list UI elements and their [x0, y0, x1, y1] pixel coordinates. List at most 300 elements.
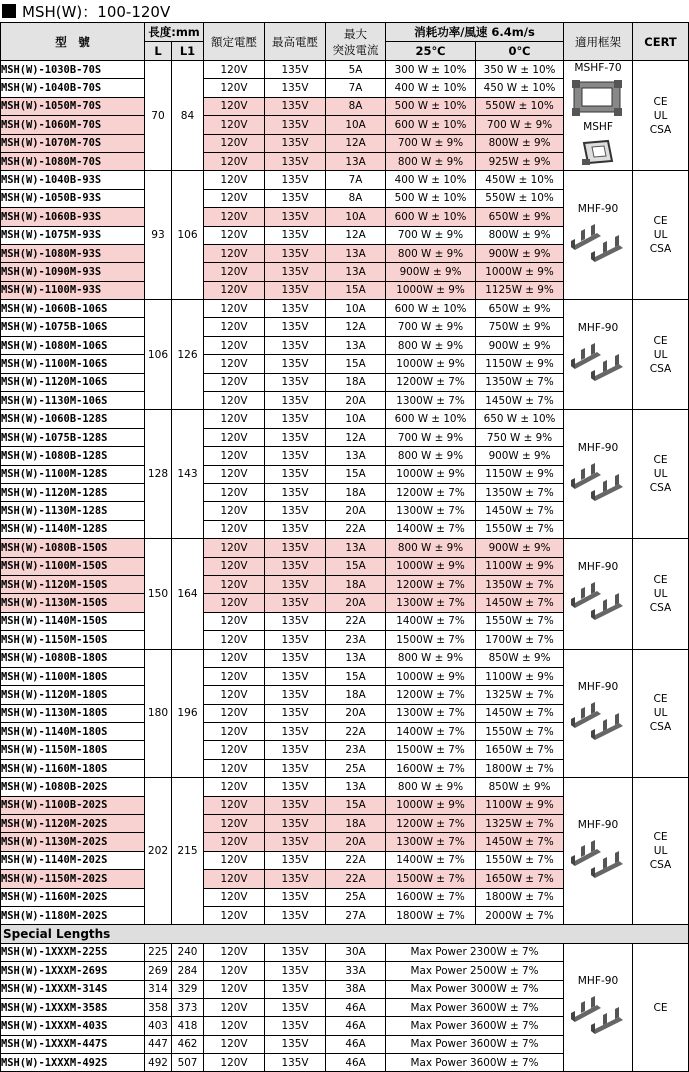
rated-voltage-cell: 120V: [204, 851, 265, 869]
cert-cell: [633, 171, 689, 300]
max-surge-cell: 13A: [326, 336, 386, 354]
rated-voltage-cell: 120V: [204, 61, 265, 79]
power-0c-cell: 900W ± 9%: [476, 244, 564, 262]
cert-label: CE: [653, 454, 668, 467]
power-0c-cell: 1325W ± 7%: [476, 815, 564, 833]
table-row: [1, 300, 689, 318]
power-25c-cell: 700 W ± 9%: [386, 428, 476, 446]
rated-voltage-cell: 120V: [204, 870, 265, 888]
max-surge-cell: 33A: [326, 962, 386, 980]
power-25c-cell: 1200W ± 7%: [386, 575, 476, 593]
frame-label: MHF-90: [577, 322, 619, 335]
power-25c-cell: 700 W ± 9%: [386, 318, 476, 336]
frame-label: MHF-90: [577, 680, 619, 693]
rated-voltage-cell: 120V: [204, 134, 265, 152]
max-surge-cell: 20A: [326, 502, 386, 520]
power-25c-cell: 1400W ± 7%: [386, 723, 476, 741]
rated-voltage-cell: 120V: [204, 686, 265, 704]
max-surge-cell: 10A: [326, 116, 386, 134]
power-25c-cell: 400 W ± 10%: [386, 79, 476, 97]
length-L1-cell: 143: [172, 410, 204, 539]
power-0c-cell: 850W ± 9%: [476, 778, 564, 796]
max-voltage-cell: 135V: [265, 79, 326, 97]
max-surge-cell: 13A: [326, 244, 386, 262]
power-25c-cell: 600 W ± 10%: [386, 116, 476, 134]
power-25c-cell: 400 W ± 10%: [386, 171, 476, 189]
max-voltage-cell: 135V: [265, 152, 326, 170]
max-voltage-cell: 135V: [265, 483, 326, 501]
max-voltage-cell: 135V: [265, 888, 326, 906]
cert-label: CE: [653, 95, 668, 108]
length-L-cell: 93: [145, 171, 172, 300]
rated-voltage-cell: 120V: [204, 833, 265, 851]
max-voltage-cell: 135V: [265, 539, 326, 557]
model-cell: MSH(W)-1080B-128S: [1, 447, 145, 465]
max-surge-cell: 18A: [326, 686, 386, 704]
table-row: [1, 649, 689, 667]
model-cell: MSH(W)-1060M-70S: [1, 116, 145, 134]
rated-voltage-cell: 120V: [204, 667, 265, 685]
model-cell: MSH(W)-1075M-93S: [1, 226, 145, 244]
length-L-cell: 314: [145, 980, 172, 998]
rated-voltage-cell: 120V: [204, 998, 265, 1016]
power-0c-cell: 550W ± 10%: [476, 189, 564, 207]
max-surge-cell: 15A: [326, 281, 386, 299]
model-cell: MSH(W)-1080B-150S: [1, 539, 145, 557]
power-25c-cell: 800 W ± 9%: [386, 447, 476, 465]
rated-voltage-cell: 120V: [204, 557, 265, 575]
power-25c-cell: 800 W ± 9%: [386, 539, 476, 557]
power-25c-cell: 1000W ± 9%: [386, 355, 476, 373]
cert-label: UL: [653, 468, 668, 481]
rated-voltage-cell: 120V: [204, 704, 265, 722]
power-25c-cell: 600 W ± 10%: [386, 410, 476, 428]
power-0c-cell: 1450W ± 7%: [476, 502, 564, 520]
rated-voltage-cell: 120V: [204, 502, 265, 520]
length-L1-cell: 329: [172, 980, 204, 998]
length-L-cell: 358: [145, 998, 172, 1016]
max-power-cell: Max Power 2300W ± 7%: [386, 943, 564, 961]
max-surge-cell: 13A: [326, 152, 386, 170]
max-power-cell: Max Power 3000W ± 7%: [386, 980, 564, 998]
power-0c-cell: 1550W ± 7%: [476, 612, 564, 630]
rated-voltage-cell: 120V: [204, 741, 265, 759]
max-surge-cell: 15A: [326, 557, 386, 575]
rated-voltage-cell: 120V: [204, 116, 265, 134]
max-voltage-cell: 135V: [265, 649, 326, 667]
power-0c-cell: 650W ± 9%: [476, 208, 564, 226]
max-voltage-cell: 135V: [265, 465, 326, 483]
power-25c-cell: 1600W ± 7%: [386, 759, 476, 777]
rated-voltage-cell: 120V: [204, 355, 265, 373]
power-0c-cell: 1350W ± 7%: [476, 483, 564, 501]
power-0c-cell: 650W ± 9%: [476, 300, 564, 318]
cert-cell: [633, 539, 689, 649]
rated-voltage-cell: 120V: [204, 906, 265, 924]
model-cell: MSH(W)-1040B-70S: [1, 79, 145, 97]
length-L-cell: 70: [145, 61, 172, 171]
cert-cell: [633, 300, 689, 410]
model-cell: MSH(W)-1150M-202S: [1, 870, 145, 888]
max-voltage-cell: 135V: [265, 318, 326, 336]
max-surge-cell: 13A: [326, 263, 386, 281]
table-row: [1, 943, 689, 961]
rated-voltage-cell: 120V: [204, 539, 265, 557]
rated-voltage-cell: 120V: [204, 483, 265, 501]
model-cell: MSH(W)-1140M-202S: [1, 851, 145, 869]
max-surge-cell: 20A: [326, 594, 386, 612]
table-row: [1, 539, 689, 557]
power-25c-cell: 1200W ± 7%: [386, 373, 476, 391]
rated-voltage-cell: 120V: [204, 226, 265, 244]
rated-voltage-cell: 120V: [204, 428, 265, 446]
cert-cell: [633, 61, 689, 171]
length-L-cell: 447: [145, 1035, 172, 1053]
rated-voltage-cell: 120V: [204, 1054, 265, 1072]
max-surge-cell: 30A: [326, 943, 386, 961]
rated-voltage-cell: 120V: [204, 410, 265, 428]
frame-label: MHF-90: [577, 202, 619, 215]
rated-voltage-cell: 120V: [204, 943, 265, 961]
model-cell: MSH(W)-1130M-128S: [1, 502, 145, 520]
rated-voltage-cell: 120V: [204, 631, 265, 649]
cert-cell: [633, 649, 689, 778]
model-cell: MSH(W)-1120M-128S: [1, 483, 145, 501]
max-surge-cell: 12A: [326, 134, 386, 152]
model-cell: MSH(W)-1100B-202S: [1, 796, 145, 814]
power-25c-cell: 1600W ± 7%: [386, 888, 476, 906]
length-L1-cell: 240: [172, 943, 204, 961]
model-cell: MSH(W)-1070M-70S: [1, 134, 145, 152]
power-25c-cell: 1300W ± 7%: [386, 833, 476, 851]
power-25c-cell: 1000W ± 9%: [386, 796, 476, 814]
power-0c-cell: 1450W ± 7%: [476, 704, 564, 722]
power-0c-cell: 925W ± 9%: [476, 152, 564, 170]
power-25c-cell: 1800W ± 7%: [386, 906, 476, 924]
max-surge-cell: 8A: [326, 189, 386, 207]
header-length: 長度:mm: [145, 23, 204, 42]
rated-voltage-cell: 120V: [204, 980, 265, 998]
power-25c-cell: 900W ± 9%: [386, 263, 476, 281]
header-0c: 0℃: [476, 42, 564, 61]
power-0c-cell: 1350W ± 7%: [476, 575, 564, 593]
power-25c-cell: 800 W ± 9%: [386, 336, 476, 354]
power-25c-cell: 800 W ± 9%: [386, 649, 476, 667]
model-cell: MSH(W)-1XXXM-225S: [1, 943, 145, 961]
max-surge-cell: 46A: [326, 1035, 386, 1053]
max-power-cell: Max Power 3600W ± 7%: [386, 998, 564, 1016]
length-L1-cell: 106: [172, 171, 204, 300]
header-L: L: [145, 42, 172, 61]
power-25c-cell: 800 W ± 9%: [386, 244, 476, 262]
max-power-cell: Max Power 2500W ± 7%: [386, 962, 564, 980]
max-voltage-cell: 135V: [265, 962, 326, 980]
max-surge-cell: 13A: [326, 778, 386, 796]
cert-label: CE: [653, 215, 668, 228]
max-surge-cell: 22A: [326, 851, 386, 869]
length-L1-cell: 284: [172, 962, 204, 980]
heatsink-bracket-icon: [564, 219, 632, 268]
max-surge-cell: 8A: [326, 97, 386, 115]
power-0c-cell: 900W ± 9%: [476, 539, 564, 557]
power-0c-cell: 1650W ± 7%: [476, 741, 564, 759]
power-25c-cell: 1300W ± 7%: [386, 594, 476, 612]
power-0c-cell: 450W ± 10%: [476, 171, 564, 189]
power-0c-cell: 1000W ± 9%: [476, 263, 564, 281]
table-row: [1, 61, 689, 79]
model-cell: MSH(W)-1080M-93S: [1, 244, 145, 262]
power-25c-cell: 1400W ± 7%: [386, 851, 476, 869]
power-25c-cell: 500 W ± 10%: [386, 189, 476, 207]
model-cell: MSH(W)-1100M-93S: [1, 281, 145, 299]
rated-voltage-cell: 120V: [204, 208, 265, 226]
max-voltage-cell: 135V: [265, 1035, 326, 1053]
max-voltage-cell: 135V: [265, 447, 326, 465]
max-surge-cell: 18A: [326, 373, 386, 391]
length-L1-cell: 507: [172, 1054, 204, 1072]
max-surge-cell: 10A: [326, 300, 386, 318]
rated-voltage-cell: 120V: [204, 373, 265, 391]
power-0c-cell: 1100W ± 9%: [476, 667, 564, 685]
cert-label: CSA: [649, 123, 672, 136]
power-25c-cell: 1000W ± 9%: [386, 281, 476, 299]
model-cell: MSH(W)-1XXXM-447S: [1, 1035, 145, 1053]
max-voltage-cell: 135V: [265, 557, 326, 575]
max-surge-cell: 12A: [326, 318, 386, 336]
max-voltage-cell: 135V: [265, 244, 326, 262]
length-L1-cell: 215: [172, 778, 204, 925]
frame-cell: [564, 649, 633, 778]
model-cell: MSH(W)-1XXXM-492S: [1, 1054, 145, 1072]
max-voltage-cell: 135V: [265, 704, 326, 722]
rated-voltage-cell: 120V: [204, 575, 265, 593]
rated-voltage-cell: 120V: [204, 189, 265, 207]
power-25c-cell: 1300W ± 7%: [386, 704, 476, 722]
model-cell: MSH(W)-1030B-70S: [1, 61, 145, 79]
length-L1-cell: 462: [172, 1035, 204, 1053]
max-voltage-cell: 135V: [265, 667, 326, 685]
max-surge-cell: 13A: [326, 447, 386, 465]
header-max-surge-line1: 最大: [344, 26, 368, 41]
model-cell: MSH(W)-1130M-150S: [1, 594, 145, 612]
cert-cell: [633, 778, 689, 925]
max-voltage-cell: 135V: [265, 134, 326, 152]
rated-voltage-cell: 120V: [204, 336, 265, 354]
power-0c-cell: 1100W ± 9%: [476, 557, 564, 575]
model-cell: MSH(W)-1140M-150S: [1, 612, 145, 630]
length-L-cell: 225: [145, 943, 172, 961]
cert-label: UL: [653, 587, 668, 600]
max-voltage-cell: 135V: [265, 906, 326, 924]
model-cell: MSH(W)-1040B-93S: [1, 171, 145, 189]
header-max-surge-line2: 突波電流: [332, 42, 379, 57]
length-L-cell: 150: [145, 539, 172, 649]
model-cell: MSH(W)-1080B-202S: [1, 778, 145, 796]
max-voltage-cell: 135V: [265, 815, 326, 833]
rated-voltage-cell: 120V: [204, 888, 265, 906]
max-surge-cell: 15A: [326, 796, 386, 814]
max-voltage-cell: 135V: [265, 998, 326, 1016]
max-surge-cell: 22A: [326, 723, 386, 741]
heatsink-bracket-icon: [564, 697, 632, 746]
length-L1-cell: 418: [172, 1017, 204, 1035]
model-cell: MSH(W)-1XXXM-314S: [1, 980, 145, 998]
max-voltage-cell: 135V: [265, 594, 326, 612]
max-surge-cell: 23A: [326, 741, 386, 759]
max-power-cell: Max Power 3600W ± 7%: [386, 1035, 564, 1053]
power-0c-cell: 1150W ± 9%: [476, 465, 564, 483]
header-model: 型 號: [1, 23, 145, 61]
header-frame: 適用框架: [564, 23, 633, 61]
max-surge-cell: 15A: [326, 667, 386, 685]
max-surge-cell: 20A: [326, 704, 386, 722]
power-25c-cell: 1000W ± 9%: [386, 465, 476, 483]
frame-label: MHF-90: [577, 975, 619, 988]
rated-voltage-cell: 120V: [204, 171, 265, 189]
cert-label: CE: [653, 1001, 668, 1014]
header-L1: L1: [172, 42, 204, 61]
length-L-cell: 202: [145, 778, 172, 925]
cert-label: CE: [653, 831, 668, 844]
max-voltage-cell: 135V: [265, 851, 326, 869]
header-max-voltage: 最高電壓: [265, 23, 326, 61]
frame-label: MHF-90: [577, 818, 619, 831]
cert-cell: [633, 943, 689, 1072]
model-cell: MSH(W)-1060B-128S: [1, 410, 145, 428]
max-voltage-cell: 135V: [265, 631, 326, 649]
power-25c-cell: 1000W ± 9%: [386, 557, 476, 575]
power-25c-cell: 1200W ± 7%: [386, 686, 476, 704]
power-0c-cell: 1450W ± 7%: [476, 594, 564, 612]
rated-voltage-cell: 120V: [204, 520, 265, 538]
rated-voltage-cell: 120V: [204, 815, 265, 833]
length-L1-cell: 126: [172, 300, 204, 410]
power-25c-cell: 300 W ± 10%: [386, 61, 476, 79]
power-0c-cell: 1325W ± 7%: [476, 686, 564, 704]
power-0c-cell: 550W ± 10%: [476, 97, 564, 115]
spec-table: [0, 22, 689, 1072]
rated-voltage-cell: 120V: [204, 152, 265, 170]
max-surge-cell: 10A: [326, 410, 386, 428]
rated-voltage-cell: 120V: [204, 723, 265, 741]
cert-label: CE: [653, 573, 668, 586]
frame-label: MHF-90: [577, 441, 619, 454]
power-0c-cell: 2000W ± 7%: [476, 906, 564, 924]
power-0c-cell: 350 W ± 10%: [476, 61, 564, 79]
max-voltage-cell: 135V: [265, 980, 326, 998]
length-L-cell: 128: [145, 410, 172, 539]
max-voltage-cell: 135V: [265, 208, 326, 226]
cert-label: CSA: [649, 243, 672, 256]
model-cell: MSH(W)-1140M-180S: [1, 723, 145, 741]
model-cell: MSH(W)-1XXXM-403S: [1, 1017, 145, 1035]
max-power-cell: Max Power 3600W ± 7%: [386, 1017, 564, 1035]
power-25c-cell: 1500W ± 7%: [386, 631, 476, 649]
model-cell: MSH(W)-1060B-106S: [1, 300, 145, 318]
length-L1-cell: 196: [172, 649, 204, 778]
header-power: 消耗功率/風速 6.4m/s: [386, 23, 564, 42]
power-0c-cell: 1450W ± 7%: [476, 833, 564, 851]
max-voltage-cell: 135V: [265, 410, 326, 428]
max-surge-cell: 10A: [326, 208, 386, 226]
max-surge-cell: 5A: [326, 61, 386, 79]
max-surge-cell: 25A: [326, 759, 386, 777]
max-voltage-cell: 135V: [265, 263, 326, 281]
power-25c-cell: 800 W ± 9%: [386, 778, 476, 796]
max-voltage-cell: 135V: [265, 281, 326, 299]
power-25c-cell: 1000W ± 9%: [386, 667, 476, 685]
power-0c-cell: 450 W ± 10%: [476, 79, 564, 97]
length-L1-cell: 373: [172, 998, 204, 1016]
table-row: [1, 410, 689, 428]
max-surge-cell: 22A: [326, 870, 386, 888]
max-voltage-cell: 135V: [265, 520, 326, 538]
model-cell: MSH(W)-1100M-180S: [1, 667, 145, 685]
frame-square-icon: [564, 78, 632, 121]
max-voltage-cell: 135V: [265, 778, 326, 796]
max-voltage-cell: 135V: [265, 943, 326, 961]
max-voltage-cell: 135V: [265, 796, 326, 814]
max-voltage-cell: 135V: [265, 355, 326, 373]
max-surge-cell: 20A: [326, 833, 386, 851]
rated-voltage-cell: 120V: [204, 300, 265, 318]
max-surge-cell: 38A: [326, 980, 386, 998]
rated-voltage-cell: 120V: [204, 281, 265, 299]
title-text: MSH(W)：100-120V: [22, 2, 171, 21]
model-cell: MSH(W)-1130M-202S: [1, 833, 145, 851]
model-cell: MSH(W)-1150M-180S: [1, 741, 145, 759]
length-L-cell: 106: [145, 300, 172, 410]
power-25c-cell: 1500W ± 7%: [386, 870, 476, 888]
model-cell: MSH(W)-1150M-150S: [1, 631, 145, 649]
max-voltage-cell: 135V: [265, 870, 326, 888]
rated-voltage-cell: 120V: [204, 612, 265, 630]
power-0c-cell: 1650W ± 7%: [476, 870, 564, 888]
max-surge-cell: 18A: [326, 815, 386, 833]
rated-voltage-cell: 120V: [204, 79, 265, 97]
power-0c-cell: 900W ± 9%: [476, 447, 564, 465]
max-voltage-cell: 135V: [265, 189, 326, 207]
max-surge-cell: 27A: [326, 906, 386, 924]
max-voltage-cell: 135V: [265, 833, 326, 851]
rated-voltage-cell: 120V: [204, 465, 265, 483]
cert-label: UL: [653, 109, 668, 122]
max-surge-cell: 46A: [326, 1017, 386, 1035]
power-0c-cell: 1125W ± 9%: [476, 281, 564, 299]
power-25c-cell: 1300W ± 7%: [386, 502, 476, 520]
length-L-cell: 180: [145, 649, 172, 778]
heatsink-bracket-icon: [564, 338, 632, 387]
power-0c-cell: 800W ± 9%: [476, 134, 564, 152]
model-cell: MSH(W)-1120M-202S: [1, 815, 145, 833]
cert-label: CE: [653, 334, 668, 347]
max-voltage-cell: 135V: [265, 373, 326, 391]
model-cell: MSH(W)-1060B-93S: [1, 208, 145, 226]
special-lengths-label: Special Lengths: [1, 925, 689, 943]
max-surge-cell: 46A: [326, 998, 386, 1016]
header-max-surge: [326, 23, 386, 61]
max-voltage-cell: 135V: [265, 116, 326, 134]
max-voltage-cell: 135V: [265, 428, 326, 446]
frame-clip-icon: [564, 137, 632, 170]
rated-voltage-cell: 120V: [204, 594, 265, 612]
max-surge-cell: 18A: [326, 483, 386, 501]
max-voltage-cell: 135V: [265, 612, 326, 630]
cert-cell: [633, 410, 689, 539]
power-0c-cell: 1550W ± 7%: [476, 851, 564, 869]
power-25c-cell: 1200W ± 7%: [386, 815, 476, 833]
power-0c-cell: 1150W ± 9%: [476, 355, 564, 373]
